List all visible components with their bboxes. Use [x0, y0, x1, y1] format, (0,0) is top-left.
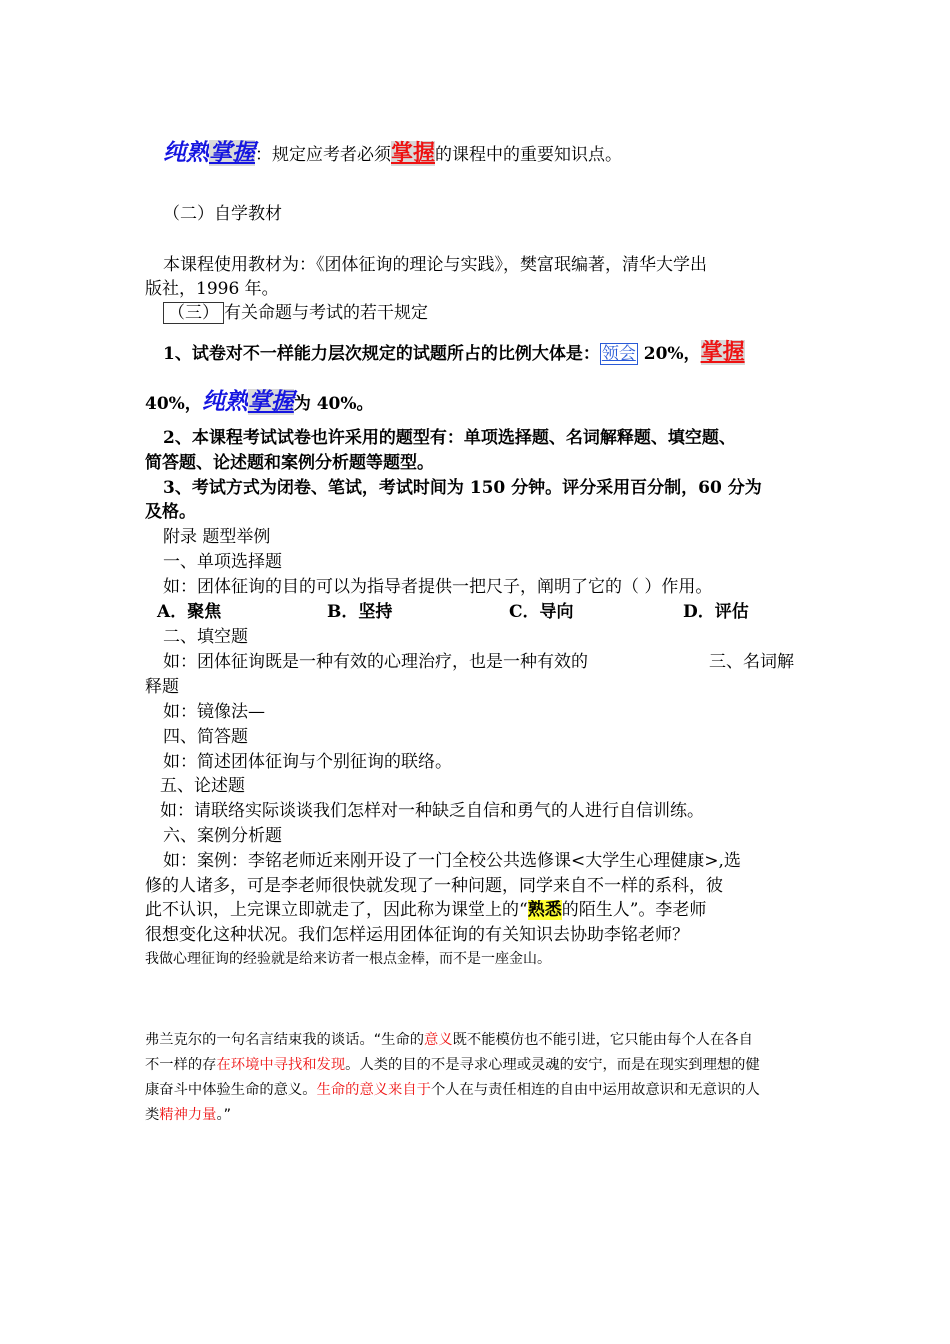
q6-heading: 六、案例分析题	[163, 826, 282, 846]
quote-line1: 弗兰克尔的一句名言结束我的谈话。“生命的意义既不能模仿也不能引进，它只能由每个人在各自	[145, 1032, 753, 1048]
q6-line3: 此不认识，上完课立即就走了，因此称为课堂上的“熟悉的陌生人”。李老师	[145, 900, 707, 920]
proficient-label: 纯熟掌握	[201, 389, 294, 415]
mastery-term: 纯熟掌握	[163, 140, 255, 166]
rule3-line1: 3、考试方式为闭卷、笔试，考试时间为 150 分钟。评分采用百分制，60 分为	[163, 478, 762, 498]
q6-line2: 修的人诸多，可是李老师很快就发现了一种问题，同学来自不一样的系科，彼	[145, 876, 723, 896]
option-a: A．聚焦	[157, 602, 222, 622]
q2-heading: 二、填空题	[163, 627, 248, 647]
q3-heading-part2: 释题	[145, 677, 179, 697]
quote-line3: 康奋斗中体验生命的意义。生命的意义来自于个人在与责任相连的自由中运用故意识和无意识的人	[145, 1082, 760, 1098]
q6-line1: 如：案例：李铭老师近来刚开设了一门全校公共选修课<大学生心理健康>,选	[163, 851, 741, 871]
section3-boxed-number: （三）	[163, 302, 224, 324]
option-c: C．导向	[509, 602, 574, 622]
quote-line2: 不一样的存在环境中寻找和发现。人类的目的不是寻求心理或灵魂的安宁，而是在现实到理想的健	[145, 1057, 760, 1073]
textbook-line2: 版社，1996 年。	[145, 279, 279, 299]
rule1-line1: 1、试卷对不一样能力层次规定的试题所占的比例大体是： 领会 20%，掌握	[163, 340, 745, 365]
option-d: D．评估	[683, 602, 749, 622]
rule1-line2: 40%，纯熟掌握为 40%。	[145, 389, 374, 415]
quote-line4: 类精神力量。”	[145, 1107, 232, 1123]
q1-heading: 一、单项选择题	[163, 552, 282, 572]
appendix-title: 附录 题型举例	[163, 527, 271, 547]
q2-text: 如：团体征询既是一种有效的心理治疗，也是一种有效的	[163, 652, 588, 672]
textbook-line1: 本课程使用教材为：《团体征询的理论与实践》，樊富珉编著，清华大学出	[163, 255, 707, 275]
q3-text: 如：镜像法—	[163, 702, 265, 722]
q1-text: 如：团体征询的目的可以为指导者提供一把尺子，阐明了它的（ ）作用。	[163, 577, 713, 597]
q4-text: 如：简述团体征询与个别征询的联络。	[163, 752, 452, 772]
mastery-definition: 纯熟掌握：规定应考者必须掌握的课程中的重要知识点。	[163, 140, 623, 166]
saying: 我做心理征询的经验就是给来访者一根点金棒，而不是一座金山。	[145, 951, 551, 967]
q5-text: 如：请联络实际谈谈我们怎样对一种缺乏自信和勇气的人进行自信训练。	[160, 801, 704, 821]
section3-heading: （三） 有关命题与考试的若干规定	[163, 301, 428, 325]
option-b: B．坚持	[327, 602, 393, 622]
comprehend-label: 领会	[601, 344, 636, 364]
familiar-highlight: 熟悉	[527, 900, 562, 920]
mastery-highlight: 掌握	[391, 141, 436, 166]
q4-heading: 四、简答题	[163, 727, 248, 747]
section2-heading: （二）自学教材	[163, 204, 282, 224]
master-label: 掌握	[700, 340, 745, 365]
q5-heading: 五、论述题	[160, 776, 245, 796]
rule3-line2: 及格。	[145, 502, 196, 522]
rule2-line2: 简答题、论述题和案例分析题等题型。	[145, 453, 434, 473]
q6-line4: 很想变化这种状况。我们怎样运用团体征询的有关知识去协助李铭老师？	[145, 925, 689, 945]
rule2-line1: 2、本课程考试试卷也许采用的题型有：单项选择题、名词解释题、填空题、	[163, 428, 736, 448]
q3-heading-part1: 三、名词解	[709, 652, 794, 672]
frankl-quote	[145, 1028, 870, 1128]
